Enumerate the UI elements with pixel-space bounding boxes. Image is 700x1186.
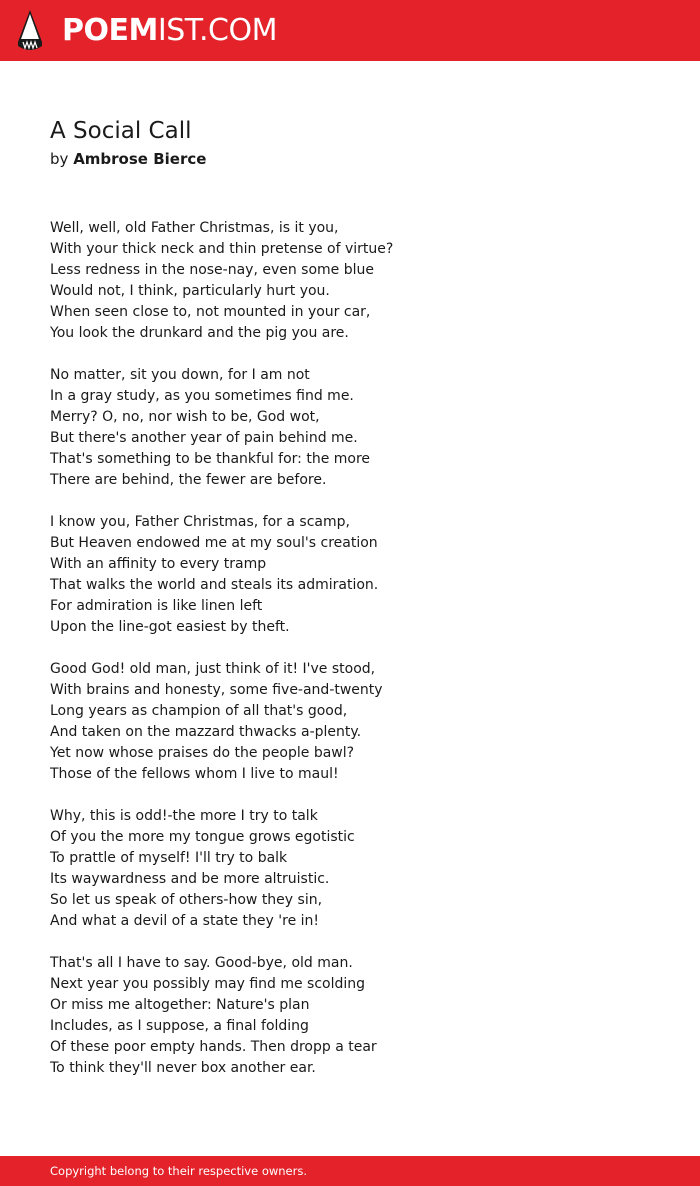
poem-title: A Social Call: [50, 118, 192, 144]
poem-author: Ambrose Bierce: [73, 150, 207, 168]
poem-stanza: [50, 218, 670, 344]
poem-line: No matter, sit you down, for I am not: [50, 367, 310, 383]
poem-line: With an affinity to every tramp: [50, 556, 267, 572]
poem-line: Why, this is odd!-the more I try to talk: [50, 808, 318, 824]
poem-line: Of these poor empty hands. Then dropp a tear: [50, 1039, 377, 1055]
pencil-icon[interactable]: [18, 10, 42, 52]
poem-line: Or miss me altogether: Nature's plan: [50, 997, 310, 1013]
poem-line: Yet now whose praises do the people bawl?: [50, 745, 355, 761]
logo-light-text: IST.COM: [157, 13, 277, 48]
poem-line: That's all I have to say. Good-bye, old man.: [50, 955, 353, 971]
poem-line: Well, well, old Father Christmas, is it you,: [50, 220, 339, 236]
poem-stanza: [50, 806, 670, 932]
poem-line: I know you, Father Christmas, for a scamp,: [50, 514, 350, 530]
poem-line: Upon the line-got easiest by theft.: [50, 619, 290, 635]
logo-bold-text: POEM: [62, 13, 158, 48]
poem-line: Good God! old man, just think of it! I've stood,: [50, 661, 376, 677]
site-footer: [0, 1156, 700, 1186]
poem-stanza: [50, 365, 670, 491]
poem-line: Those of the fellows whom I live to maul!: [50, 766, 339, 782]
poem-line: Includes, as I suppose, a final folding: [50, 1018, 309, 1034]
poem-line: In a gray study, as you sometimes find me.: [50, 388, 354, 404]
site-header: [0, 0, 700, 61]
poem-line: And what a devil of a state they 're in!: [50, 913, 320, 929]
poem-line: Less redness in the nose-nay, even some blue: [50, 262, 375, 278]
poem-line: Merry? O, no, nor wish to be, God wot,: [50, 409, 320, 425]
poem-line: That walks the world and steals its admiration.: [50, 577, 379, 593]
poem-line: And taken on the mazzard thwacks a-plenty.: [50, 724, 362, 740]
poem-line: But Heaven endowed me at my soul's creation: [50, 535, 378, 551]
poem-line: For admiration is like linen left: [50, 598, 263, 614]
poem-line: That's something to be thankful for: the more: [50, 451, 371, 467]
poem-line: Of you the more my tongue grows egotistic: [50, 829, 355, 845]
poem-line: So let us speak of others-how they sin,: [50, 892, 323, 908]
poem-line: When seen close to, not mounted in your car,: [50, 304, 371, 320]
site-logo[interactable]: [62, 13, 277, 49]
poem-body: [50, 218, 670, 1100]
byline: [50, 148, 206, 170]
poem-line: Would not, I think, particularly hurt you.: [50, 283, 330, 299]
poem-line: Next year you possibly may find me scolding: [50, 976, 366, 992]
poem-line: There are behind, the fewer are before.: [50, 472, 327, 488]
poem-stanza: [50, 512, 670, 638]
poem-line: You look the drunkard and the pig you are.: [50, 325, 349, 341]
poem-line: To think they'll never box another ear.: [50, 1060, 316, 1076]
poem-line: To prattle of myself! I'll try to balk: [50, 850, 288, 866]
poem-line: But there's another year of pain behind me.: [50, 430, 358, 446]
by-label: by: [50, 150, 69, 168]
poem-line: Long years as champion of all that's good,: [50, 703, 348, 719]
copyright-notice: Copyright belong to their respective owners.: [50, 1164, 308, 1178]
poem-stanza: [50, 659, 670, 785]
poem-line: Its waywardness and be more altruistic.: [50, 871, 330, 887]
poem-line: With brains and honesty, some five-and-twenty: [50, 682, 383, 698]
poem-stanza: [50, 953, 670, 1079]
poem-line: With your thick neck and thin pretense of virtue?: [50, 241, 394, 257]
